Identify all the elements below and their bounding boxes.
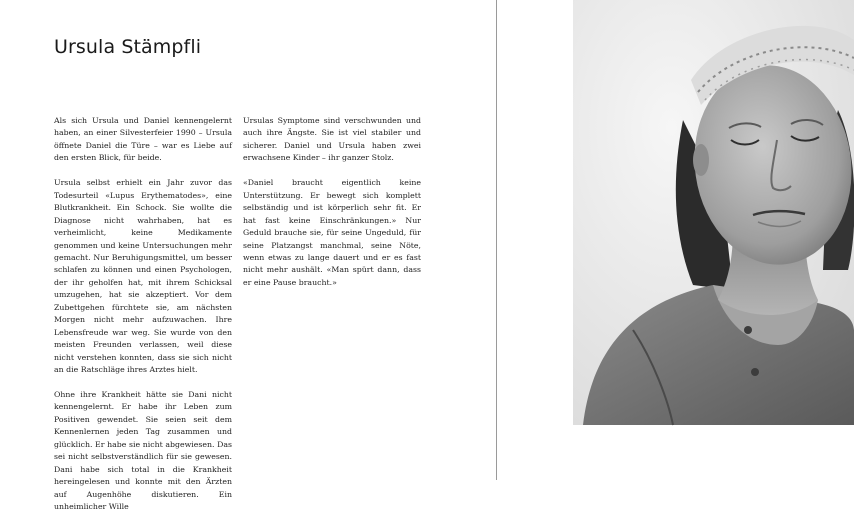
paragraph: «Daniel braucht eigentlich keine Unterstützung. Er bewegt sich komplett selbständig und ist körperlich sehr fit. Er hat fast keine Einschränkungen.» Nur Geduld brauche sie, für seine Ungeduld, für seine Platzangst manchmal, seine Nöte, wenn etwas zu lange dauert und er es fast nicht mehr aushält. «Man spürt dann, dass er eine Pause braucht.» (243, 178, 421, 287)
paragraph: Ohne ihre Krankheit hätte sie Dani nicht kennengelernt. Er habe ihr Leben zum Positiven gewendet. Sie seien seit dem Kennenlernen jeden Tag zusammen und glücklich. Er habe sie nicht abgewiesen. Das sei nicht selbstverständlich für sie gewesen. Dani habe sich total in die Krankheit hereingelesen und konnte mit den Ärzten auf Augenhöhe diskutieren. Ein unheimlicher Wille (54, 389, 232, 512)
portrait-photo (573, 0, 854, 425)
text-column-right (243, 115, 421, 302)
paragraph: Als sich Ursula und Daniel kennengelernt haben, an einer Silvesterfeier 1990 – Ursula öffnete Daniel die Türe – war es Liebe auf den ersten Blick, für beide. (54, 116, 232, 163)
paragraph: Ursulas Symptome sind verschwunden und auch ihre Ängste. Sie ist viel stabiler und sicherer. Daniel und Ursula haben zwei erwachsene Kinder – ihr ganzer Stolz. (243, 116, 421, 163)
text-column-left (54, 115, 232, 526)
article-title: Ursula Stämpfli (54, 36, 202, 58)
paragraph: Ursula selbst erhielt ein Jahr zuvor das Todesurteil «Lupus Erythematodes», eine Blutkrankheit. Ein Schock. Sie wollte die Diagnose nicht wahrhaben, hat es verheimlicht, keine Medikamente genommen und keine Untersuchungen mehr gemacht. Nur Beruhigungsmittel, um besser schlafen zu können und einen Psychologen, der ihr geholfen hat, mit ihrem Schicksal umzugehen, hat sie akzeptiert. Vor dem Zubettgehen fürchtete sie, am nächsten Morgen nicht mehr aufzuwachen. Ihre Lebensfreude war weg. Sie wurde von den meisten Freunden verlassen, weil diese nicht verstehen konnten, dass sie sich nicht an die Ratschläge ihres Arztes hielt. (54, 178, 232, 375)
